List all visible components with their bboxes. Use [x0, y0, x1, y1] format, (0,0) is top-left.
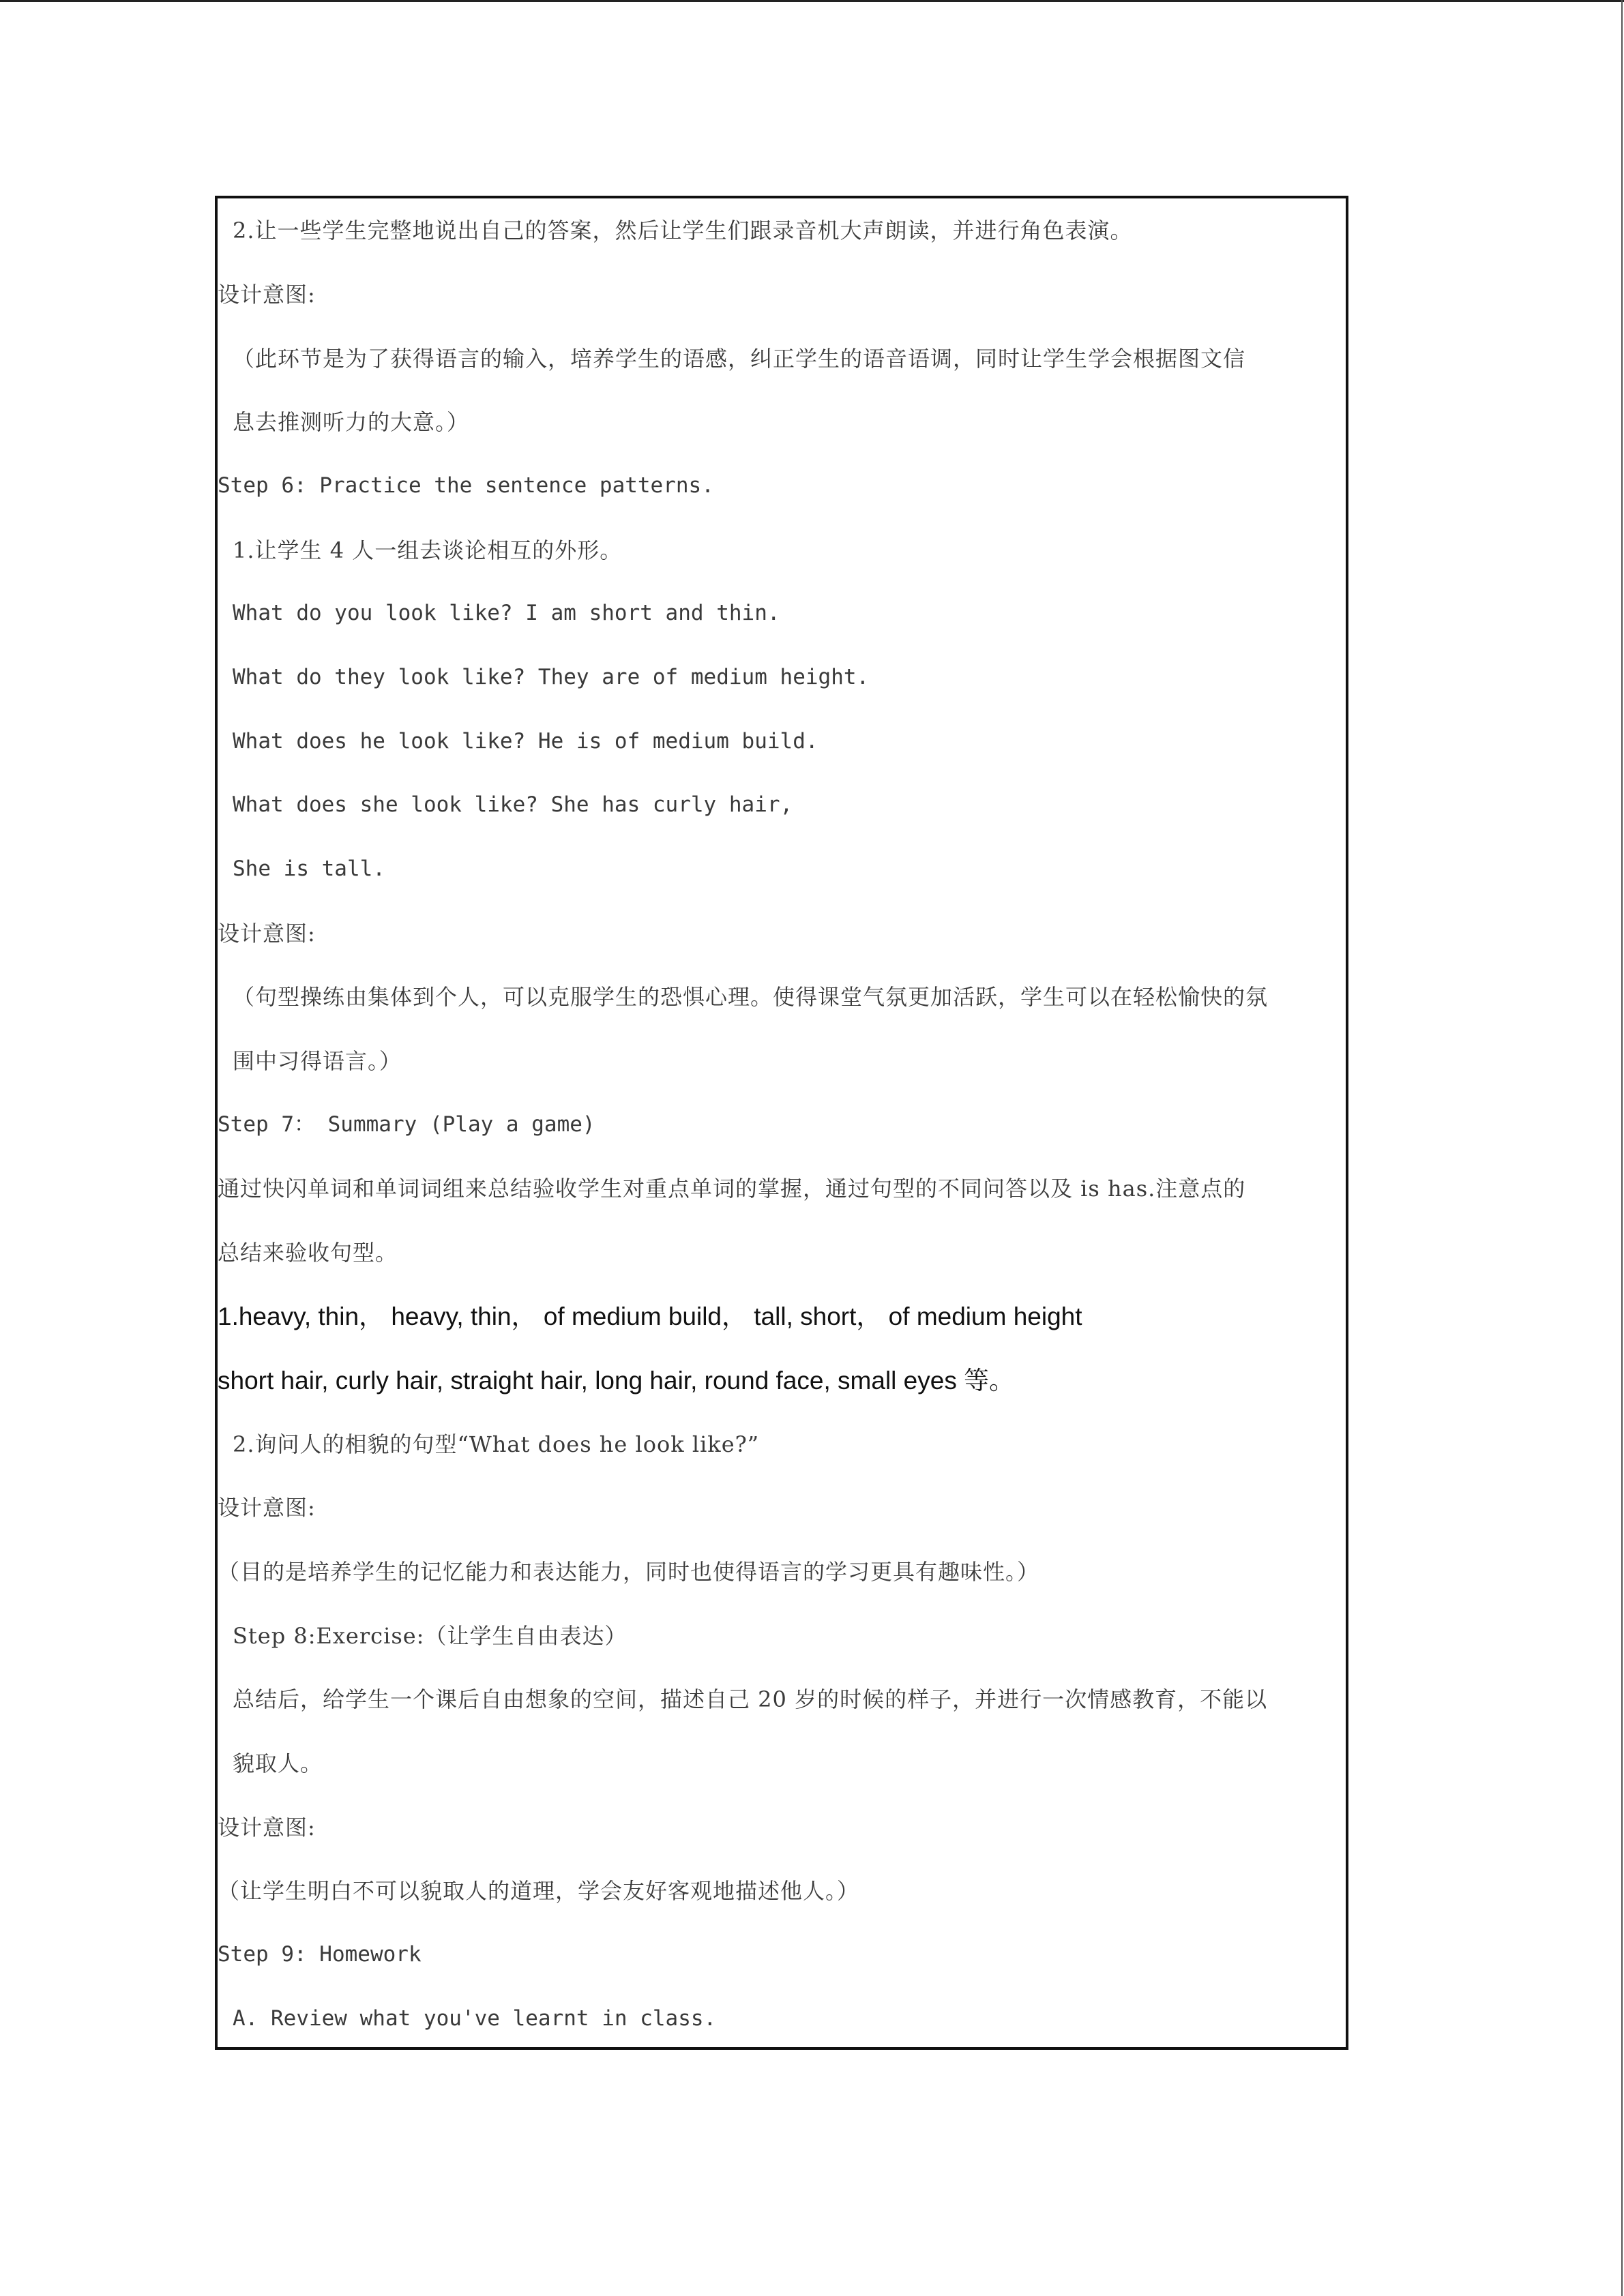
- step6-group-task: 1.让学生 4 人一组去谈论相互的外形。: [233, 537, 623, 563]
- page-top-rule: [0, 0, 1624, 2]
- design-intent-text: 息去推测听力的大意。）: [233, 409, 470, 435]
- page-right-rule: [1621, 0, 1623, 2296]
- design-intent-text: 围中习得语言。）: [233, 1048, 402, 1074]
- design-intent-heading: 设计意图:: [218, 1815, 316, 1840]
- example-sentence: What does he look like? He is of medium build.: [233, 729, 818, 754]
- sentence-pattern-item: 2.询问人的相貌的句型“What does he look like?”: [233, 1431, 760, 1457]
- vocabulary-list: 1.heavy, thin， heavy, thin， of medium build， tall, short， of medium height: [218, 1302, 1082, 1330]
- step-7-heading: Step 7： Summary (Play a game): [218, 1112, 595, 1137]
- step5-read-aloud-task: 2.让一些学生完整地说出自己的答案，然后让学生们跟录音机大声朗读，并进行角色表演。: [233, 218, 1133, 243]
- design-intent-text: （句型操练由集体到个人，可以克服学生的恐惧心理。使得课堂气氛更加活跃，学生可以在轻松愉快的氛: [233, 984, 1269, 1010]
- step8-exercise-text: 总结后，给学生一个课后自由想象的空间，描述自己 20 岁的时候的样子，并进行一次情感教育，不能以: [233, 1686, 1268, 1712]
- example-sentence: What do they look like? They are of medium height.: [233, 665, 870, 689]
- example-sentence: She is tall.: [233, 856, 385, 881]
- example-sentence: What does she look like? She has curly hair,: [233, 792, 793, 817]
- step8-exercise-text: 貌取人。: [233, 1750, 323, 1776]
- design-intent-heading: 设计意图:: [218, 282, 316, 308]
- design-intent-text: （让学生明白不可以貌取人的道理，学会友好客观地描述他人。）: [218, 1878, 860, 1904]
- lesson-plan-table: [215, 196, 1348, 2050]
- homework-item: A. Review what you've learnt in class.: [233, 2006, 717, 2031]
- vocabulary-list: short hair, curly hair, straight hair, long hair, round face, small eyes 等。: [218, 1367, 1015, 1395]
- step7-summary-text: 总结来验收句型。: [218, 1240, 398, 1266]
- step-8-heading: Step 8:Exercise:（让学生自由表达）: [233, 1623, 628, 1649]
- example-sentence: What do you look like? I am short and thin.: [233, 601, 780, 625]
- design-intent-heading: 设计意图:: [218, 921, 316, 946]
- design-intent-text: （此环节是为了获得语言的输入，培养学生的语感，纠正学生的语音语调，同时让学生学会根据图文信: [233, 346, 1246, 372]
- design-intent-text: （目的是培养学生的记忆能力和表达能力，同时也使得语言的学习更具有趣味性。）: [218, 1559, 1040, 1585]
- step7-summary-text: 通过快闪单词和单词词组来总结验收学生对重点单词的掌握，通过句型的不同问答以及 is has.注意点的: [218, 1176, 1246, 1202]
- design-intent-heading: 设计意图:: [218, 1495, 316, 1521]
- step-9-heading: Step 9: Homework: [218, 1942, 422, 1967]
- step-6-heading: Step 6: Practice the sentence patterns.: [218, 473, 714, 498]
